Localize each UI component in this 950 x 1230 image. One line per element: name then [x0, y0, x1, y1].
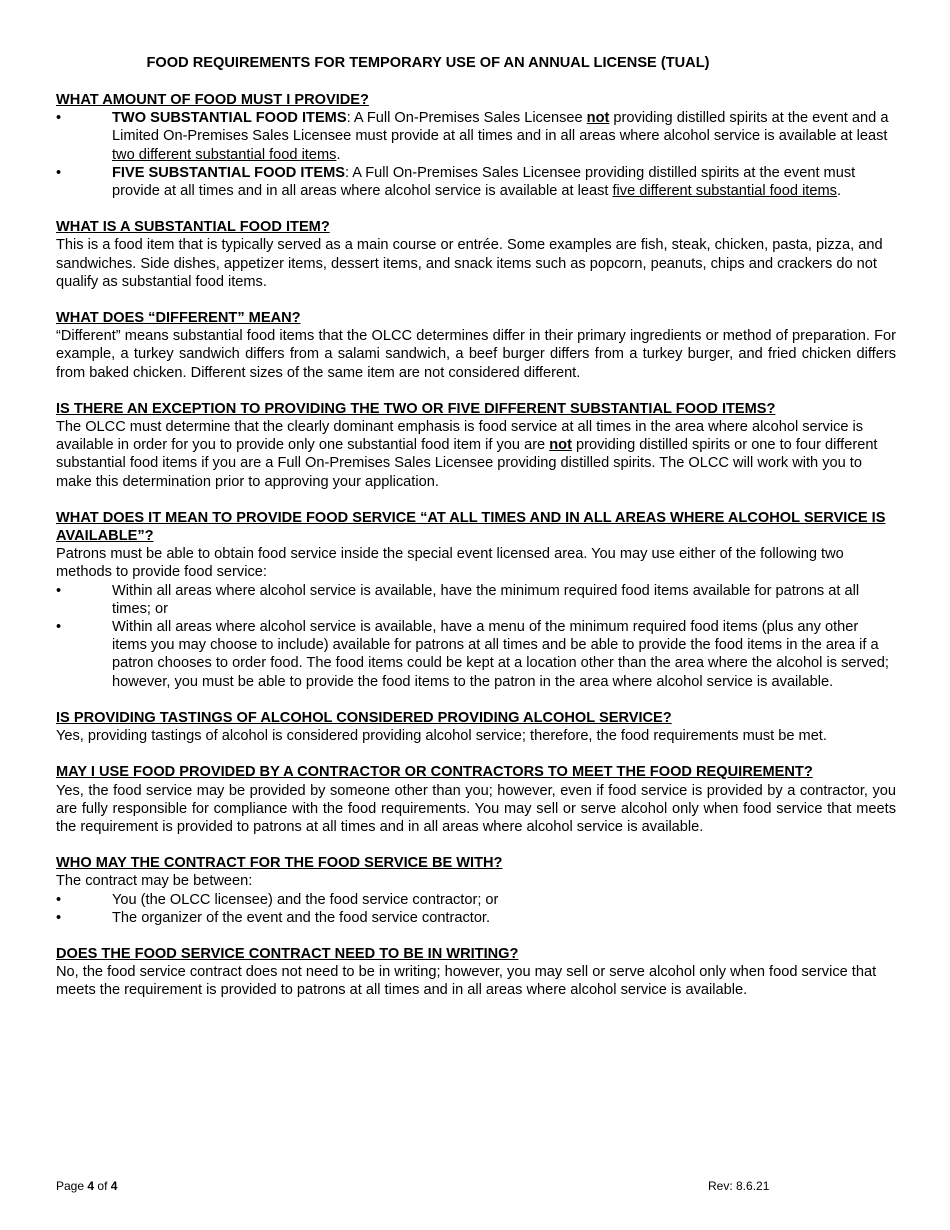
- bullet-item: [56, 909, 896, 927]
- section-heading: IS THERE AN EXCEPTION TO PROVIDING THE TWO OR FIVE DIFFERENT SUBSTANTIAL FOOD ITEMS?: [56, 400, 776, 417]
- section-heading: MAY I USE FOOD PROVIDED BY A CONTRACTOR OR CONTRACTORS TO MEET THE FOOD REQUIREMENT?: [56, 764, 813, 781]
- section-heading: WHAT DOES IT MEAN TO PROVIDE FOOD SERVICE “AT ALL TIMES AND IN ALL AREAS WHERE ALCOHOL SERVICE IS AVAILABLE”?: [56, 509, 886, 545]
- text-run: The OLCC must determine that the clearly dominant emphasis is food service at all times in the area where alcohol service is available in order for you to provide only one substantial food item if you are: [56, 419, 864, 454]
- of-label: of: [97, 1179, 108, 1193]
- bullet-text: .: [836, 183, 841, 200]
- bullet-item: [56, 164, 896, 200]
- emphasis-not: not: [586, 110, 610, 127]
- section-text: Yes, providing tastings of alcohol is considered providing alcohol service; therefore, the food requirements must be met.: [56, 728, 827, 745]
- page-title: FOOD REQUIREMENTS FOR TEMPORARY USE OF AN ANNUAL LICENSE (TUAL): [146, 55, 710, 71]
- bullet-item: [56, 582, 896, 618]
- bullet-text: You (the OLCC licensee) and the food service contractor; or: [112, 891, 499, 908]
- bullet-text: Within all areas where alcohol service is available, have a menu of the minimum required food items (plus any other items you may choose to include) available for patrons at all times and be able to provide the food items in the area if a patron chooses to order food. The food items could be kept at a location other than the area where the alcohol is served; however, you must be able to provide the food items to the patron in the area where alcohol service is available.: [112, 619, 889, 690]
- section-contract-writing: [56, 945, 896, 1000]
- section-text: No, the food service contract does not need to be in writing; however, you may sell or serve alcohol only when food service that meets the requirement is provided to patrons at all times and in all areas where alcohol service is available.: [56, 964, 877, 999]
- page-label: Page: [56, 1179, 85, 1193]
- bullet-icon: •: [56, 582, 62, 599]
- section-heading: WHO MAY THE CONTRACT FOR THE FOOD SERVICE BE WITH?: [56, 855, 503, 872]
- bullet-icon: •: [56, 909, 62, 926]
- current-page: 4: [87, 1179, 95, 1193]
- section-exception: [56, 400, 896, 491]
- bullet-text: The organizer of the event and the food service contractor.: [112, 909, 491, 926]
- section-text: [56, 418, 896, 491]
- section-heading: WHAT AMOUNT OF FOOD MUST I PROVIDE?: [56, 92, 369, 108]
- bullet-icon: •: [56, 110, 62, 127]
- section-contract-parties: [56, 854, 896, 927]
- section-heading: WHAT IS A SUBSTANTIAL FOOD ITEM?: [56, 219, 330, 236]
- section-heading: DOES THE FOOD SERVICE CONTRACT NEED TO BE IN WRITING?: [56, 945, 519, 962]
- bullet-lead: FIVE SUBSTANTIAL FOOD ITEMS: [112, 164, 345, 181]
- bullet-item: [56, 891, 896, 909]
- bullet-text: : A Full On-Premises Sales Licensee: [346, 110, 587, 127]
- section-different-meaning: [56, 309, 896, 382]
- bullet-text: Within all areas where alcohol service is available, have the minimum required food items available for patrons at all times; or: [112, 582, 860, 617]
- section-food-service-all-times: [56, 509, 896, 691]
- section-text: “Different” means substantial food items that the OLCC determines differ in their primary ingredients or method of preparation. For example, a turkey sandwich differs from a salami sandwich, a beef burger differs from a turkey burger, and fried chicken differs from baked chicken. Different sizes of the same item are not considered different.: [56, 328, 896, 381]
- page-number: [56, 1179, 117, 1193]
- section-heading: WHAT DOES “DIFFERENT” MEAN?: [56, 310, 301, 327]
- bullet-icon: •: [56, 164, 62, 181]
- revision-date: Rev: 8.6.21: [708, 1179, 770, 1193]
- bullet-text: .: [336, 146, 341, 163]
- section-heading: IS PROVIDING TASTINGS OF ALCOHOL CONSIDERED PROVIDING ALCOHOL SERVICE?: [56, 709, 672, 726]
- section-text: Yes, the food service may be provided by someone other than you; however, even if food service is provided by a contractor, you are fully responsible for compliance with the food requirements. You may sell or serve alcohol only when food service that meets the requirement is provided to patrons at all times and in all areas where alcohol service is available.: [56, 782, 896, 835]
- total-pages: 4: [110, 1179, 118, 1193]
- bullet-item: [56, 109, 896, 164]
- emphasis-not: not: [549, 437, 572, 454]
- bullet-text: : A Full On-Premises Sales Licensee providing distilled spirits at the event must provide at all times and in all areas where alcohol service is available at least: [112, 164, 856, 200]
- bullet-lead: TWO SUBSTANTIAL FOOD ITEMS: [112, 110, 347, 127]
- underlined-text: five different substantial food items: [612, 183, 837, 200]
- bullet-icon: •: [56, 891, 62, 908]
- section-food-amount: [56, 91, 896, 200]
- bullet-icon: •: [56, 619, 62, 636]
- underlined-text: two different substantial food items: [112, 146, 337, 163]
- section-contractor: [56, 763, 896, 836]
- section-substantial-food: [56, 218, 896, 291]
- section-text: This is a food item that is typically served as a main course or entrée. Some examples are fish, steak, chicken, pasta, pizza, and sandwiches. Side dishes, appetizer items, dessert items, and snack items such as popcorn, peanuts, chips and crackers do not qualify as substantial food items.: [56, 237, 883, 290]
- bullet-text: providing distilled spirits at the event and a Limited On-Premises Sales Licensee must provide at all times and in all areas where alcohol service is available at least: [112, 110, 889, 145]
- section-text: Patrons must be able to obtain food service inside the special event licensed area. You may use either of the following two methods to provide food service:: [56, 546, 844, 581]
- section-text: The contract may be between:: [56, 873, 253, 890]
- document-body: [56, 91, 896, 1018]
- bullet-item: [56, 618, 896, 691]
- section-tastings: [56, 709, 896, 745]
- text-run: providing distilled spirits or one to four different substantial food items if you are a Full On-Premises Sales Licensee providing distilled spirits. The OLCC will work with you to make this determination prior to approving your application.: [56, 437, 878, 490]
